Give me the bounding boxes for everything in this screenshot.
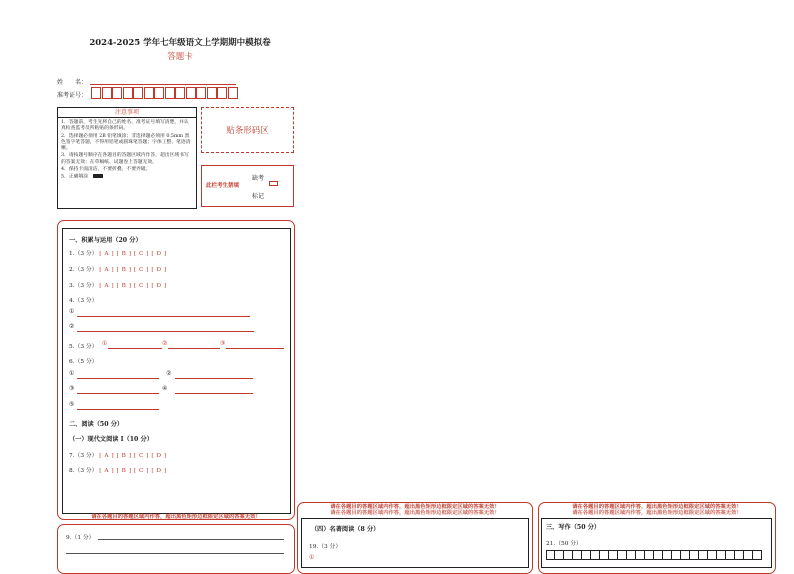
essay-grid-cell[interactable] <box>564 550 573 560</box>
notice-list <box>61 120 193 182</box>
choice-options[interactable]: [ A ] [ B ] [ C ] [ D ] <box>99 283 167 289</box>
name-field[interactable] <box>90 84 236 85</box>
exam-id-label: 准考证号： <box>57 92 88 99</box>
answer-line[interactable] <box>77 409 159 410</box>
exam-id-digit-box[interactable] <box>175 87 185 99</box>
question-1 <box>69 248 167 257</box>
essay-grid-cell[interactable] <box>654 550 663 560</box>
boundary-warning: 请在各题目的答题区域内作答，超出黑色矩形边框限定区域的答案无效！ <box>572 504 742 510</box>
question-label: 3.（3 分） <box>69 283 98 289</box>
essay-grid-cell[interactable] <box>744 550 753 560</box>
essay-grid-cell[interactable] <box>681 550 690 560</box>
question-label: 7.（3 分） <box>69 453 98 459</box>
essay-grid-cell[interactable] <box>546 550 555 560</box>
exam-id-digit-box[interactable] <box>102 87 112 99</box>
exam-id-digit-box[interactable] <box>186 87 196 99</box>
absent-checkbox[interactable] <box>269 181 278 186</box>
essay-grid-cell[interactable] <box>726 550 735 560</box>
choice-options[interactable]: [ A ] [ B ] [ C ] [ D ] <box>99 267 167 273</box>
section-1-title: 一、积累与运用（20 分） <box>69 237 142 244</box>
answer-line[interactable] <box>108 348 162 349</box>
essay-grid-cell[interactable] <box>663 550 672 560</box>
absent-note: 此栏考生禁填 <box>206 183 240 189</box>
section-2-subtitle: （一）现代文阅读 Ⅰ（10 分） <box>69 436 153 443</box>
essay-grid-cell[interactable] <box>708 550 717 560</box>
exam-id-digit-box[interactable] <box>165 87 175 99</box>
name-label: 姓 名： <box>57 79 88 86</box>
exam-id-digit-box[interactable] <box>196 87 206 99</box>
question-label: 8.（3 分） <box>69 468 98 474</box>
notice-box <box>57 107 197 209</box>
essay-grid-cell[interactable] <box>753 550 762 560</box>
choice-options[interactable]: [ A ] [ B ] [ C ] [ D ] <box>99 251 167 257</box>
notice-item-text: 5．正确填涂 <box>61 174 89 180</box>
question-9: 9.（1 分） <box>66 535 95 541</box>
question-label: 2.（3 分） <box>69 267 98 273</box>
question-7 <box>69 450 167 459</box>
marker-2: ② <box>166 371 172 377</box>
marker-1: ① <box>69 309 75 315</box>
choice-options[interactable]: [ A ] [ B ] [ C ] [ D ] <box>99 468 167 474</box>
essay-grid[interactable] <box>546 550 762 560</box>
answer-sheet-label: 答题卡 <box>167 52 193 62</box>
section-3-title: 三、写作（50 分） <box>546 524 601 531</box>
notice-item: 2．选择题必须用 2B 铅笔填涂；非选择题必须用 0.5mm 黑色签字笔答题，不得用铅笔或圆珠笔答题；字体工整、笔迹清晰。 <box>61 133 191 152</box>
notice-title: 注意事项 <box>58 108 196 118</box>
marker-2: ② <box>69 324 75 330</box>
question-21: 21.（50 分） <box>546 541 582 547</box>
answer-line[interactable] <box>226 348 284 349</box>
marker-2: ② <box>162 341 168 347</box>
notice-item: 4．保持卡面清洁，不要折叠、不要弄破。 <box>61 167 151 173</box>
marker-3: ③ <box>220 341 226 347</box>
answer-line[interactable] <box>77 378 159 379</box>
essay-grid-cell[interactable] <box>645 550 654 560</box>
essay-grid-cell[interactable] <box>582 550 591 560</box>
exam-id-digit-box[interactable] <box>144 87 154 99</box>
essay-grid-cell[interactable] <box>672 550 681 560</box>
exam-id-digit-box[interactable] <box>217 87 227 99</box>
boundary-warning: 请在各题目的答题区域内作答，超出黑色矩形边框限定区域的答案无效！ <box>330 510 500 516</box>
section-2-title: 二、阅读（50 分） <box>69 421 124 428</box>
exam-id-digit-box[interactable] <box>228 87 238 99</box>
exam-id-digit-box[interactable] <box>91 87 101 99</box>
absent-mark-box <box>201 165 294 207</box>
exam-id-digit-box[interactable] <box>133 87 143 99</box>
question-8 <box>69 465 167 474</box>
essay-grid-cell[interactable] <box>717 550 726 560</box>
marker-1: ① <box>69 371 75 377</box>
question-19: 19.（3 分） <box>309 544 342 550</box>
answer-line[interactable] <box>175 393 253 394</box>
essay-grid-cell[interactable] <box>618 550 627 560</box>
choice-options[interactable]: [ A ] [ B ] [ C ] [ D ] <box>99 453 167 459</box>
boundary-warning: 请在各题目的答题区域内作答，超出黑色矩形边框限定区域的答案无效！ <box>91 514 261 520</box>
essay-grid-cell[interactable] <box>573 550 582 560</box>
exam-id-digit-box[interactable] <box>123 87 133 99</box>
notice-item: 3．请按题号顺序在各题目的答题区域内作答，超出区域书写的答案无效；在草稿纸、试题卷上答题无效。 <box>61 153 189 165</box>
marker-5: ⑤ <box>69 402 75 408</box>
essay-grid-cell[interactable] <box>600 550 609 560</box>
absent-mark-label: 标记 <box>252 193 265 200</box>
essay-grid-cell[interactable] <box>735 550 744 560</box>
exam-id-digit-box[interactable] <box>154 87 164 99</box>
answer-line[interactable] <box>98 539 284 540</box>
essay-grid-cell[interactable] <box>636 550 645 560</box>
question-3 <box>69 280 167 289</box>
answer-line[interactable] <box>77 331 254 332</box>
marker-4: ④ <box>162 386 168 392</box>
question-5 <box>69 341 97 350</box>
absent-label: 缺考 <box>252 175 265 182</box>
notice-item: 1．答题前，考生先将自己的姓名、准考证号填写清楚，并认真检查监考员所粘贴的条形码。 <box>61 120 189 132</box>
boundary-warning: 请在各题目的答题区域内作答，超出黑色矩形边框限定区域的答案无效！ <box>330 504 500 510</box>
essay-grid-cell[interactable] <box>609 550 618 560</box>
barcode-area: 贴条形码区 <box>201 107 294 153</box>
marker-3: ③ <box>69 386 75 392</box>
section-title: （四）名著阅读（8 分） <box>311 526 380 533</box>
essay-grid-cell[interactable] <box>591 550 600 560</box>
exam-id-digit-box[interactable] <box>112 87 122 99</box>
question-label: 5.（3 分） <box>69 344 98 350</box>
answer-line[interactable] <box>175 378 253 379</box>
exam-id-digit-box[interactable] <box>207 87 217 99</box>
question-6: 6.（5 分） <box>69 359 98 365</box>
answer-line[interactable] <box>77 316 250 317</box>
exam-title: 2024-2025 学年七年级语文上学期期中模拟卷 <box>89 38 271 48</box>
essay-grid-cell[interactable] <box>555 550 564 560</box>
boundary-warning: 请在各题目的答题区域内作答，超出黑色矩形边框限定区域的答案无效！ <box>572 510 742 516</box>
marker-1: ① <box>102 341 108 347</box>
answer-line[interactable] <box>66 553 284 554</box>
marker-1: ① <box>309 555 315 561</box>
question-label: 1.（3 分） <box>69 251 98 257</box>
notice-item <box>61 174 193 181</box>
answer-line[interactable] <box>168 348 220 349</box>
essay-grid-cell[interactable] <box>699 550 708 560</box>
essay-grid-cell[interactable] <box>627 550 636 560</box>
answer-line[interactable] <box>77 393 159 394</box>
question-4: 4.（3 分） <box>69 298 98 304</box>
question-2 <box>69 264 167 273</box>
filled-sample-mark <box>93 174 103 178</box>
essay-grid-cell[interactable] <box>690 550 699 560</box>
